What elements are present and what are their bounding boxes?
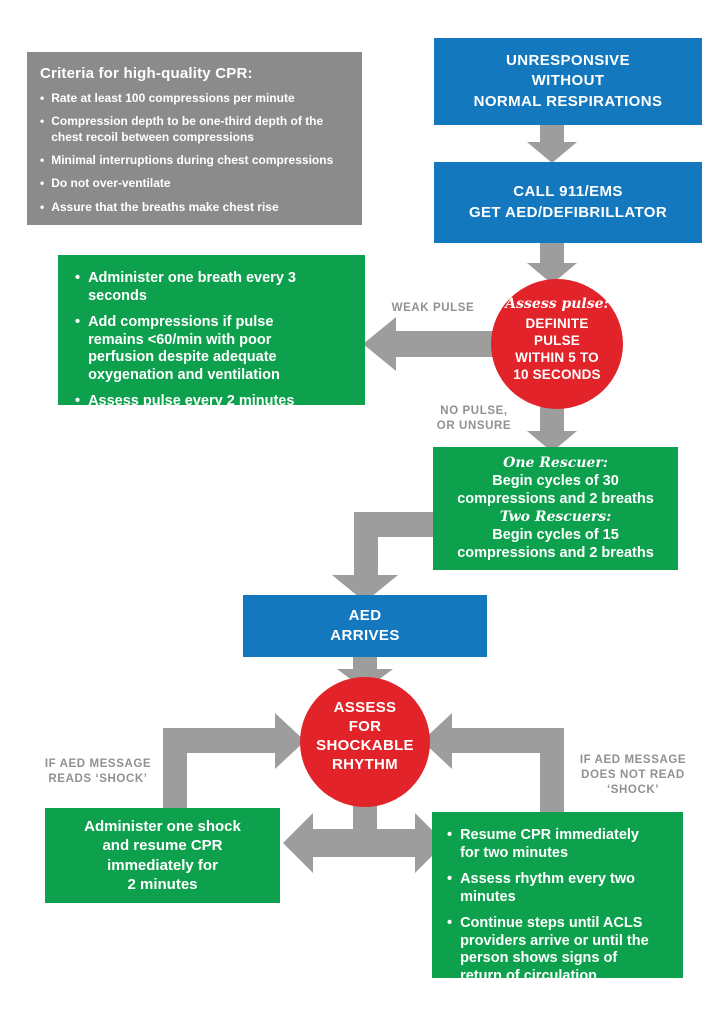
label-aed-reads-shock <box>34 757 162 787</box>
text-line: READS ‘SHOCK’ <box>48 773 148 786</box>
list-item-text: Continue steps until ACLS providers arrive or until the person shows signs of return of circulation <box>460 915 649 984</box>
criteria-panel <box>27 52 362 225</box>
arrow-shock-elbow-horizontal-segment <box>163 728 275 753</box>
text-line: Begin cycles of 30 <box>492 473 619 490</box>
arrow-no-shock-elbow-horizontal-segment <box>452 728 564 753</box>
arrow-unresponsive-to-call911-icon <box>527 125 577 163</box>
arrow-weak-pulse-left-icon <box>363 317 493 371</box>
assess-pulse-heading: Assess pulse: <box>505 296 609 312</box>
text-line: compressions and 2 breaths <box>457 545 654 562</box>
text-line: Administer one shock <box>84 818 241 836</box>
criteria-title: Criteria for high-quality CPR: <box>40 65 253 82</box>
text-line: IF AED MESSAGE <box>579 754 687 766</box>
criteria-item <box>40 200 350 215</box>
text-line: RHYTHM <box>332 756 398 774</box>
text-line: IF AED MESSAGE <box>44 758 152 770</box>
arrow-call911-to-assess-pulse-icon <box>527 243 577 284</box>
text-line: UNRESPONSIVE <box>506 52 630 70</box>
node-administer-breaths <box>58 255 365 410</box>
bullet-icon: • <box>447 915 453 932</box>
two-rescuers-heading: Two Rescuers: <box>499 508 612 525</box>
criteria-item-text: Do not over-ventilate <box>51 176 171 191</box>
list-item <box>75 270 357 305</box>
list-item <box>75 393 357 411</box>
criteria-item <box>40 153 350 168</box>
criteria-item <box>40 176 350 191</box>
bullet-icon: • <box>40 176 45 191</box>
list-item <box>447 871 677 906</box>
text-line: FOR <box>348 718 382 736</box>
node-assess-shockable-rhythm <box>300 677 430 807</box>
arrow-cycles-to-aed-vertical-segment <box>354 512 378 577</box>
text-line: WITHOUT <box>531 72 605 90</box>
list-item <box>447 827 677 862</box>
list-item-text: Assess pulse every 2 minutes <box>88 393 295 410</box>
text-line: AED <box>348 606 382 624</box>
arrow-no-pulse-down-icon <box>527 407 577 452</box>
node-aed-arrives <box>243 595 487 657</box>
one-rescuer-heading: One Rescuer: <box>503 454 608 471</box>
list-item <box>447 915 677 985</box>
text-line: compressions and 2 breaths <box>457 491 654 508</box>
text-line: 2 minutes <box>127 875 198 893</box>
bullet-icon: • <box>40 114 45 129</box>
text-line: GET AED/DEFIBRILLATOR <box>468 203 668 221</box>
text-line: NO PULSE, <box>440 405 508 417</box>
text-line: and resume CPR <box>102 837 223 855</box>
list-item <box>75 314 357 384</box>
text-line: DEFINITE <box>525 316 589 331</box>
text-line: SHOCKABLE <box>316 737 414 755</box>
label-weak-pulse: WEAK PULSE <box>391 302 475 314</box>
text-line: ‘SHOCK’ <box>606 784 660 797</box>
criteria-item <box>40 91 350 106</box>
text-line: PULSE <box>533 333 580 348</box>
node-assess-pulse <box>491 279 623 409</box>
text-line: NORMAL RESPIRATIONS <box>473 92 663 110</box>
text-line: CALL 911/EMS <box>513 183 623 201</box>
list-item-text: Assess rhythm every two minutes <box>460 871 635 905</box>
text-line: Begin cycles of 15 <box>492 527 619 543</box>
label-no-pulse <box>428 404 520 434</box>
node-administer-shock <box>45 808 280 903</box>
label-aed-does-not-read-shock <box>575 753 691 799</box>
list-item-text: Administer one breath every 3 seconds <box>88 270 296 304</box>
text-line: immediately for <box>107 856 218 874</box>
list-item-text: Resume CPR immediately for two minutes <box>460 827 639 861</box>
bullet-icon: • <box>40 153 45 168</box>
list-item-text: Add compressions if pulse remains <60/min with poor perfusion despite adequate oxygenation and ventilation <box>88 314 280 383</box>
bullet-icon: • <box>75 393 81 410</box>
node-compression-cycles <box>433 447 678 570</box>
text-line: WITHIN 5 TO <box>515 350 599 365</box>
criteria-item-text: Compression depth to be one-third depth of the chest recoil between compressions <box>51 114 324 144</box>
criteria-item-text: Minimal interruptions during chest compressions <box>51 153 334 168</box>
text-line: ASSESS <box>333 699 397 716</box>
bullet-icon: • <box>447 827 453 843</box>
text-line: 10 SECONDS <box>513 367 601 382</box>
criteria-item-text: Rate at least 100 compressions per minute <box>51 91 295 105</box>
text-line: OR UNSURE <box>436 420 512 433</box>
bullet-icon: • <box>75 270 81 286</box>
bullet-icon: • <box>40 91 45 105</box>
bullet-icon: • <box>40 199 45 214</box>
node-unresponsive <box>434 38 702 125</box>
node-call-911 <box>434 162 702 243</box>
criteria-item <box>40 114 350 145</box>
text-line: ARRIVES <box>330 627 400 644</box>
bullet-icon: • <box>75 314 81 331</box>
bullet-icon: • <box>447 871 453 888</box>
text-line: DOES NOT READ <box>581 769 685 782</box>
criteria-item-text: Assure that the breaths make chest rise <box>51 199 279 214</box>
node-resume-cpr <box>432 812 683 984</box>
